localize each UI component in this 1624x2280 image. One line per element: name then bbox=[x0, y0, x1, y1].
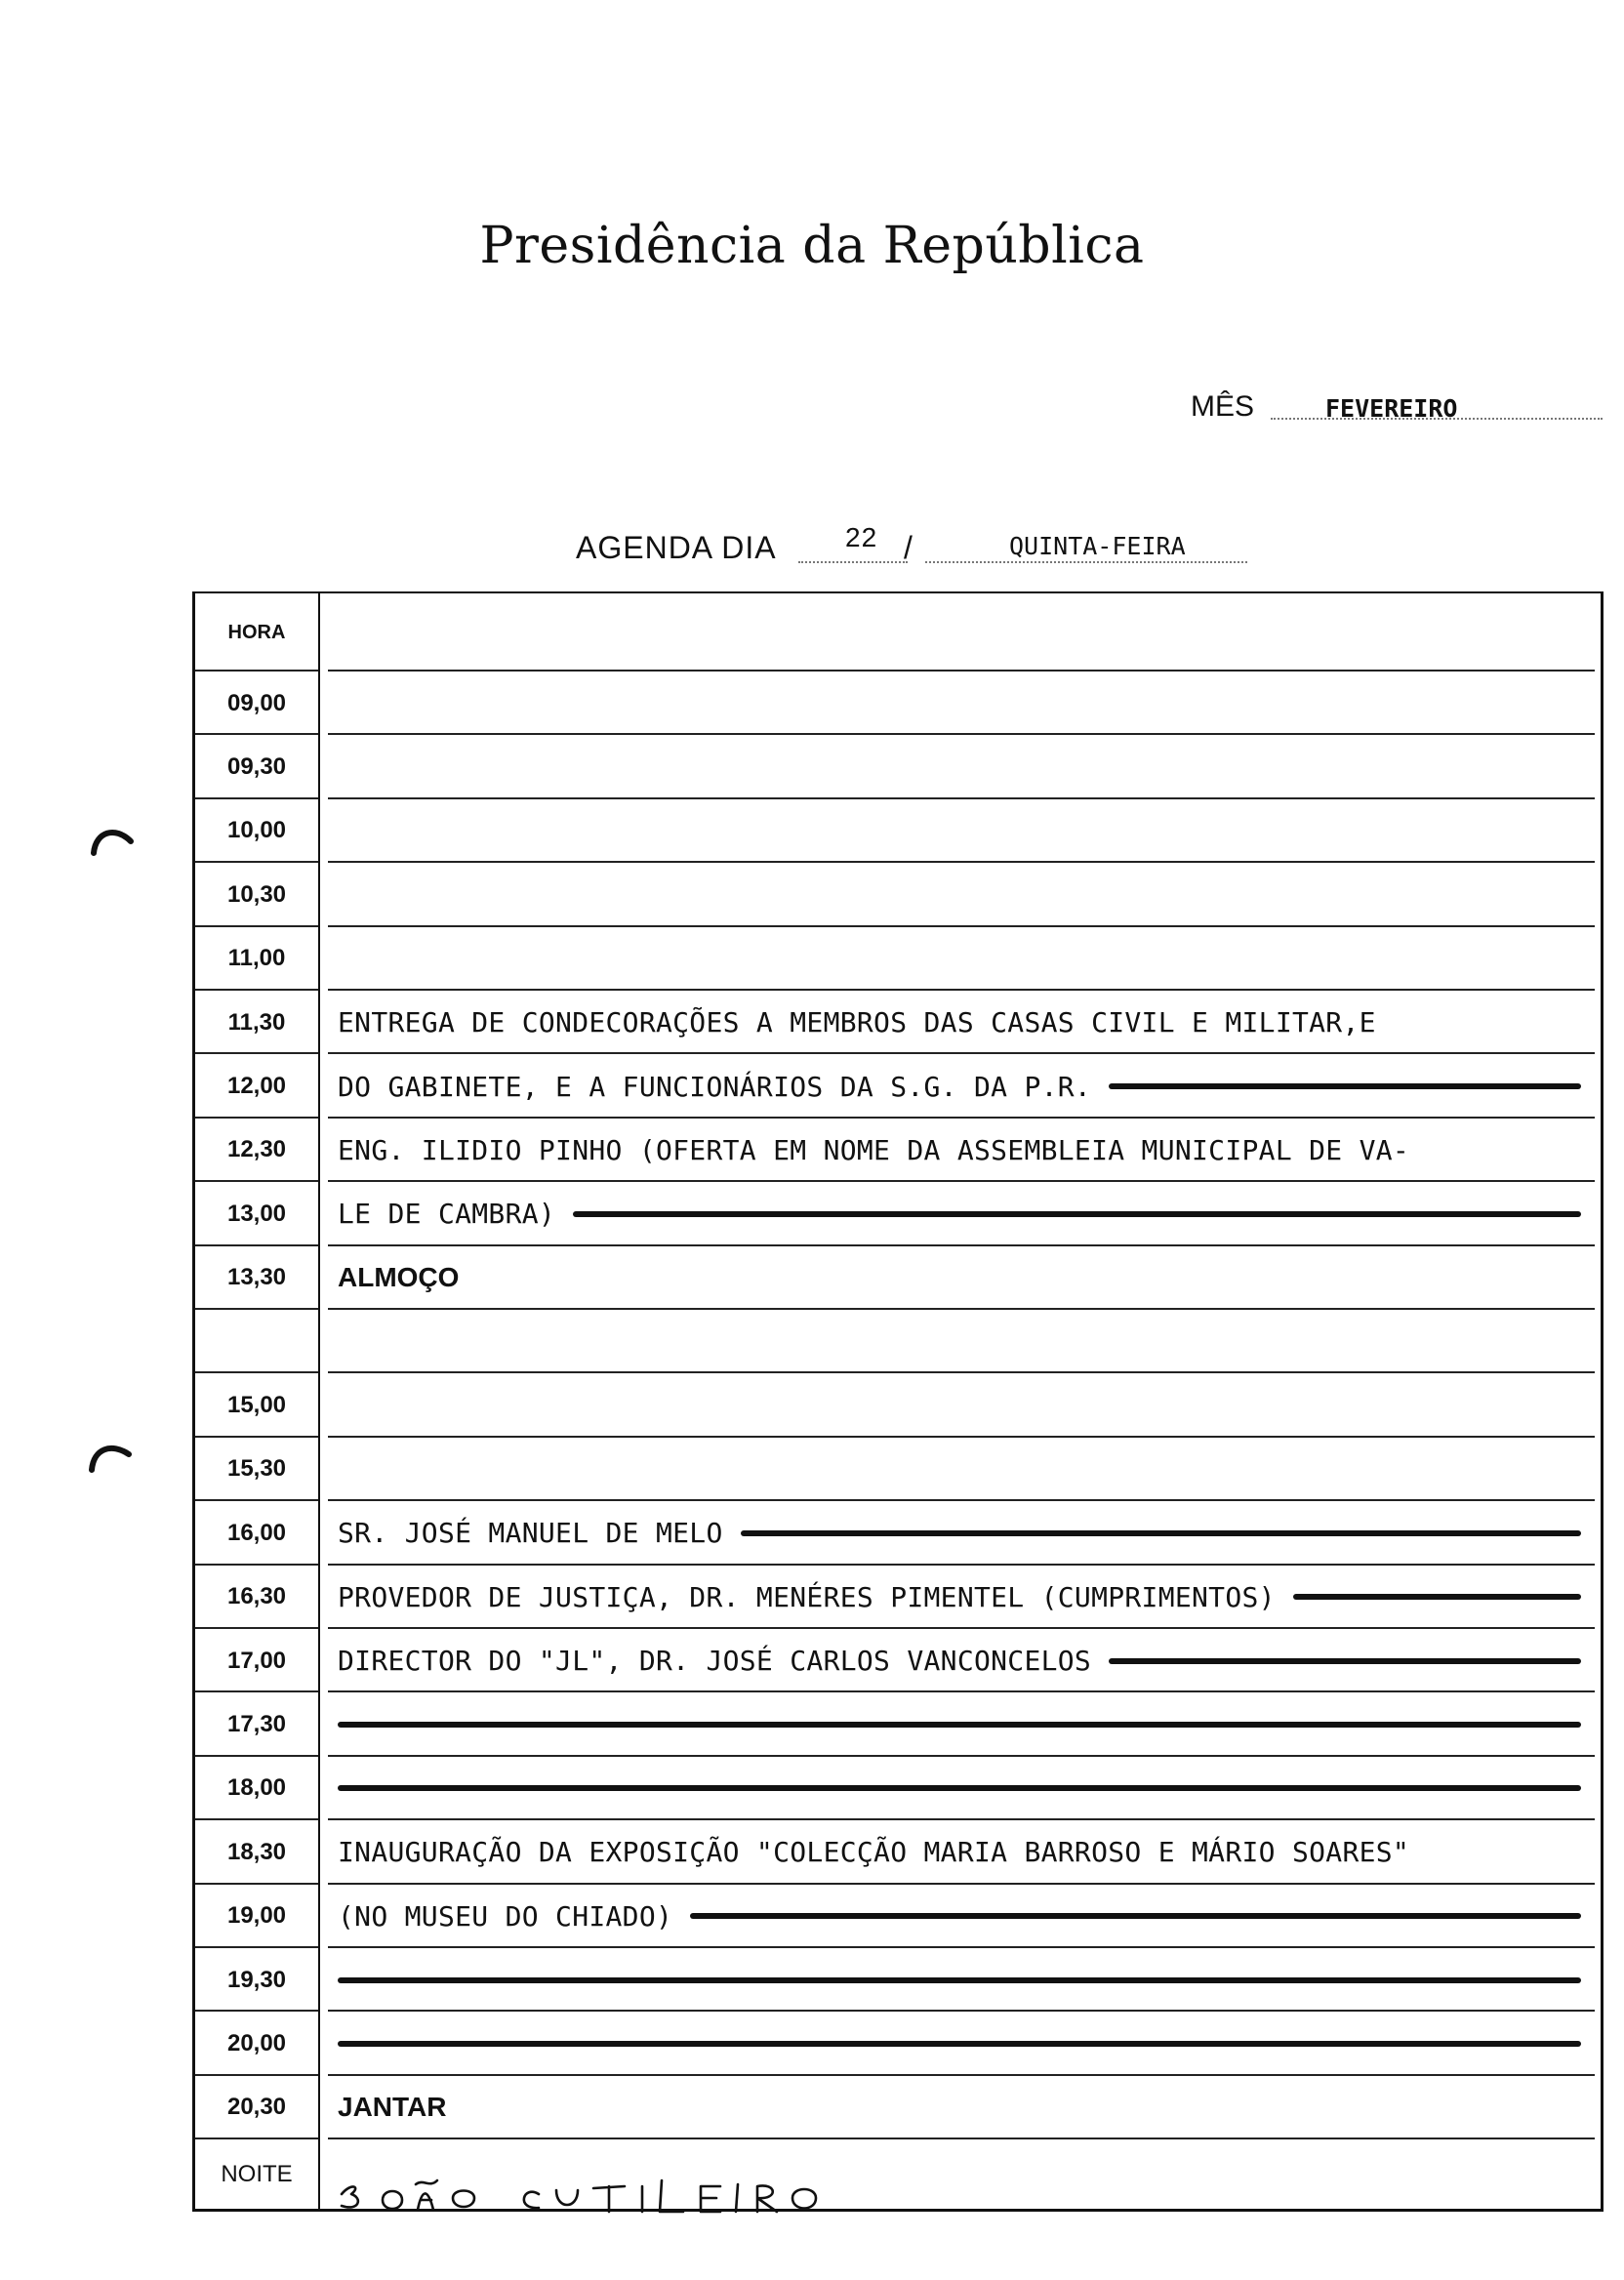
entry-text: SR. JOSÉ MANUEL DE MELO bbox=[338, 1517, 723, 1550]
hour-label: 12,30 bbox=[226, 1136, 287, 1163]
strike-bar bbox=[573, 1211, 1581, 1217]
hour-label: 16,00 bbox=[226, 1519, 287, 1546]
page-title: Presidência da República bbox=[479, 217, 1145, 275]
schedule-row bbox=[195, 991, 1601, 1054]
header-row bbox=[195, 593, 1601, 672]
hour-label: 19,30 bbox=[226, 1966, 287, 1993]
entry-cell bbox=[338, 2076, 1601, 2139]
agenda-label: AGENDA DIA bbox=[576, 530, 777, 565]
entry-cell bbox=[338, 2012, 1601, 2075]
entry-cell bbox=[338, 1885, 1601, 1948]
entry-cell bbox=[338, 1566, 1601, 1629]
entry-text: JANTAR bbox=[338, 2092, 447, 2123]
entry-cell bbox=[338, 799, 1601, 863]
hour-label: 20,00 bbox=[226, 2030, 287, 2057]
noite-row bbox=[195, 2139, 1601, 2209]
hour-label: 13,00 bbox=[226, 1200, 287, 1227]
entry-cell bbox=[338, 1182, 1601, 1245]
day-dotted-line bbox=[798, 561, 908, 563]
signature-stroke bbox=[416, 2180, 437, 2210]
month-value: FEVEREIRO bbox=[1325, 394, 1458, 423]
signature-stroke bbox=[757, 2186, 777, 2213]
schedule-row bbox=[195, 2012, 1601, 2075]
schedule-row bbox=[195, 1885, 1601, 1948]
schedule-row bbox=[195, 1501, 1601, 1565]
hour-label: 18,00 bbox=[226, 1774, 287, 1802]
schedule-table bbox=[192, 591, 1604, 2212]
entry-cell bbox=[338, 1119, 1601, 1182]
entry-text: ENTREGA DE CONDECORAÇÕES A MEMBROS DAS CASAS CIVIL E MILITAR,E bbox=[338, 1006, 1376, 1039]
signature-stroke bbox=[556, 2190, 578, 2205]
strike-bar bbox=[338, 1722, 1581, 1728]
schedule-row bbox=[195, 1373, 1601, 1437]
hour-label: 10,00 bbox=[226, 817, 287, 844]
entry-cell bbox=[338, 1820, 1601, 1884]
binder-hole-mark-bottom bbox=[86, 1435, 135, 1474]
hour-label: 12,00 bbox=[226, 1073, 287, 1100]
signature-stroke bbox=[453, 2191, 474, 2208]
entry-text: ALMOÇO bbox=[338, 1262, 460, 1293]
schedule-row bbox=[195, 1629, 1601, 1692]
noite-label: NOITE bbox=[221, 2160, 293, 2187]
entry-text: ENG. ILIDIO PINHO (OFERTA EM NOME DA ASSEMBLEIA MUNICIPAL DE VA- bbox=[338, 1133, 1410, 1166]
schedule-row bbox=[195, 1438, 1601, 1501]
weekday-value: QUINTA-FEIRA bbox=[1009, 532, 1186, 560]
entry-cell bbox=[338, 1692, 1601, 1756]
hour-label: 09,30 bbox=[226, 753, 287, 781]
strike-bar bbox=[741, 1530, 1581, 1536]
signature-stroke bbox=[701, 2186, 720, 2212]
entry-cell bbox=[338, 1310, 1601, 1373]
agenda-day-field bbox=[576, 522, 1259, 581]
strike-bar bbox=[1109, 1658, 1581, 1664]
schedule-row bbox=[195, 1948, 1601, 2012]
entry-cell bbox=[338, 1373, 1601, 1437]
entry-cell bbox=[338, 863, 1601, 926]
strike-bar bbox=[1109, 1083, 1581, 1089]
entry-cell bbox=[338, 1948, 1601, 2012]
schedule-row bbox=[195, 1820, 1601, 1884]
schedule-row bbox=[195, 2076, 1601, 2139]
strike-bar bbox=[338, 1977, 1581, 1983]
entry-cell bbox=[338, 1246, 1601, 1310]
day-separator: / bbox=[904, 530, 914, 565]
schedule-row bbox=[195, 1246, 1601, 1310]
entry-cell bbox=[338, 1438, 1601, 1501]
entry-text: DIRECTOR DO "JL", DR. JOSÉ CARLOS VANCONCELOS bbox=[338, 1645, 1092, 1678]
binder-hole-mark-top bbox=[88, 820, 137, 859]
strike-bar bbox=[338, 2041, 1581, 2047]
strike-bar bbox=[1293, 1594, 1581, 1600]
strike-bar bbox=[338, 1785, 1581, 1791]
entry-text: DO GABINETE, E A FUNCIONÁRIOS DA S.G. DA P.R. bbox=[338, 1070, 1092, 1103]
schedule-row bbox=[195, 1182, 1601, 1245]
hour-label: 13,30 bbox=[226, 1264, 287, 1291]
day-value: 22 bbox=[845, 522, 878, 552]
entry-cell bbox=[338, 672, 1601, 735]
hour-label: 19,00 bbox=[226, 1902, 287, 1930]
signature-stroke bbox=[792, 2189, 816, 2209]
hour-label: 15,00 bbox=[226, 1392, 287, 1419]
hour-label: 17,00 bbox=[226, 1647, 287, 1674]
signature-stroke bbox=[342, 2187, 358, 2208]
schedule-row bbox=[195, 1692, 1601, 1756]
schedule-row bbox=[195, 1566, 1601, 1629]
schedule-row bbox=[195, 1119, 1601, 1182]
signature-stroke bbox=[736, 2184, 738, 2212]
hour-label: 16,30 bbox=[226, 1583, 287, 1610]
hour-label: 10,30 bbox=[226, 880, 287, 908]
schedule-row bbox=[195, 1757, 1601, 1820]
hour-label bbox=[195, 1310, 318, 1373]
hour-label: 17,30 bbox=[226, 1711, 287, 1738]
entry-cell bbox=[338, 1054, 1601, 1118]
signature-stroke bbox=[383, 2191, 402, 2209]
schedule-row bbox=[195, 863, 1601, 926]
signature-stroke bbox=[524, 2192, 539, 2208]
entry-cell bbox=[338, 1629, 1601, 1692]
entry-cell bbox=[338, 927, 1601, 991]
schedule-row bbox=[195, 799, 1601, 863]
entry-text: PROVEDOR DE JUSTIÇA, DR. MENÉRES PIMENTEL (CUMPRIMENTOS) bbox=[338, 1580, 1276, 1613]
hour-label: 15,30 bbox=[226, 1455, 287, 1483]
handwritten-signature bbox=[332, 2165, 839, 2223]
month-label: MÊS bbox=[1191, 390, 1255, 423]
schedule-row bbox=[195, 672, 1601, 735]
weekday-dotted-line bbox=[925, 561, 1247, 563]
entry-text: LE DE CAMBRA) bbox=[338, 1198, 556, 1231]
schedule-row bbox=[195, 927, 1601, 991]
entry-cell bbox=[338, 735, 1601, 798]
signature-stroke bbox=[660, 2180, 683, 2212]
schedule-row bbox=[195, 1054, 1601, 1118]
entry-text: INAUGURAÇÃO DA EXPOSIÇÃO "COLECÇÃO MARIA BARROSO E MÁRIO SOARES" bbox=[338, 1836, 1410, 1869]
hour-label: 18,30 bbox=[226, 1838, 287, 1865]
hour-label: 11,30 bbox=[227, 1008, 286, 1036]
entry-cell bbox=[338, 1501, 1601, 1565]
hora-header: HORA bbox=[227, 621, 286, 643]
schedule-row bbox=[195, 735, 1601, 798]
entry-cell bbox=[338, 991, 1601, 1054]
entry-cell bbox=[338, 1757, 1601, 1820]
schedule-row bbox=[195, 1310, 1601, 1373]
hour-label: 11,00 bbox=[227, 945, 286, 972]
entry-text: (NO MUSEU DO CHIADO) bbox=[338, 1899, 673, 1933]
strike-bar bbox=[690, 1913, 1581, 1919]
month-field bbox=[1191, 390, 1610, 439]
signature-stroke bbox=[593, 2186, 625, 2212]
hour-label: 20,30 bbox=[226, 2094, 287, 2121]
hour-label: 09,00 bbox=[226, 689, 287, 716]
